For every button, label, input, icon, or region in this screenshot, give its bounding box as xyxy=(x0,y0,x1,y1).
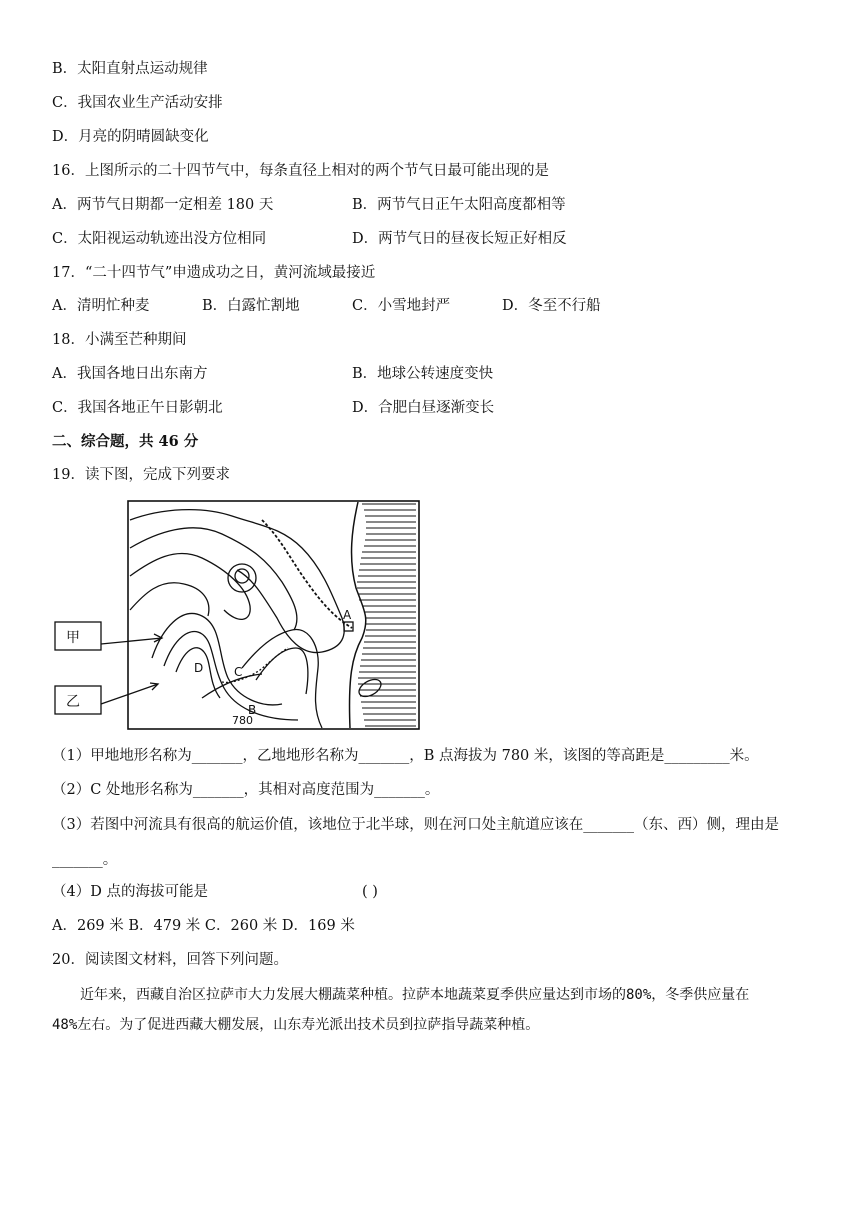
q17-option-d: D．冬至不行船 xyxy=(502,298,601,314)
q16-option-b: B．两节气日正午太阳高度都相等 xyxy=(352,197,566,213)
q19-part3a: （3）若图中河流具有很高的航运价值，该地位于北半球，则在河口处主航道应该在_______（东、西）侧，理由是 xyxy=(52,817,779,833)
q18-stem: 18．小满至芒种期间 xyxy=(52,332,187,348)
q15-option-d: D．月亮的阴晴圆缺变化 xyxy=(52,129,209,145)
q20-para1: 近年来，西藏自治区拉萨市大力发展大棚蔬菜种植。拉萨本地蔬菜夏季供应量达到市场的80%，冬季供应量在 xyxy=(80,987,750,1003)
map-label-jia: 甲 xyxy=(66,630,80,646)
q16-stem: 16．上图所示的二十四节气中，每条直径上相对的两个节气日最可能出现的是 xyxy=(52,163,549,179)
map-label-yi: 乙 xyxy=(66,694,80,710)
q20-stem: 20．阅读图文材料，回答下列问题。 xyxy=(52,952,288,968)
q17-option-b: B．白露忙割地 xyxy=(202,298,300,314)
q18-option-a: A．我国各地日出东南方 xyxy=(52,366,208,382)
q17-option-c: C．小雪地封严 xyxy=(352,298,451,314)
q18-option-c: C．我国各地正午日影朝北 xyxy=(52,400,223,416)
q18-option-b: B．地球公转速度变快 xyxy=(352,366,494,382)
map-label-a: A xyxy=(343,608,352,622)
q16-option-c: C．太阳视运动轨迹出没方位相同 xyxy=(52,231,267,247)
q19-part4-answer-paren: ( ) xyxy=(362,884,378,900)
map-label-c: C xyxy=(234,665,243,679)
q16-option-d: D．两节气日的昼夜长短正好相反 xyxy=(352,231,567,247)
q19-part3b: _______。 xyxy=(52,852,118,868)
q20-para2: 48%左右。为了促进西藏大棚发展，山东寿光派出技术员到拉萨指导蔬菜种植。 xyxy=(52,1017,540,1033)
map-label-elevation: 780 xyxy=(232,714,253,727)
q18-option-d: D．合肥白昼逐渐变长 xyxy=(352,400,495,416)
q19-part1: （1）甲地地形名称为_______，乙地地形名称为_______，B 点海拔为 780 米，该图的等高距是_________米。 xyxy=(52,748,759,764)
q17-option-a: A．清明忙种麦 xyxy=(52,298,150,314)
q17-stem: 17．“二十四节气”申遗成功之日，黄河流域最接近 xyxy=(52,265,376,281)
q19-part2: （2）C 处地形名称为_______，其相对高度范围为_______。 xyxy=(52,782,440,798)
q19-part4-options: A．269 米 B．479 米 C．260 米 D．169 米 xyxy=(52,918,355,934)
q19-part4: （4）D 点的海拔可能是 xyxy=(52,884,208,900)
q16-option-a: A．两节气日期都一定相差 180 天 xyxy=(52,197,274,213)
q15-option-b: B．太阳直射点运动规律 xyxy=(52,61,208,77)
section-heading: 二、综合题，共 46 分 xyxy=(52,433,199,450)
contour-map xyxy=(52,498,424,734)
q20-material xyxy=(52,980,808,1040)
q19-stem: 19．读下图，完成下列要求 xyxy=(52,467,230,483)
q15-option-c: C．我国农业生产活动安排 xyxy=(52,95,223,111)
map-label-b: B xyxy=(248,703,257,717)
map-label-d: D xyxy=(194,661,204,675)
